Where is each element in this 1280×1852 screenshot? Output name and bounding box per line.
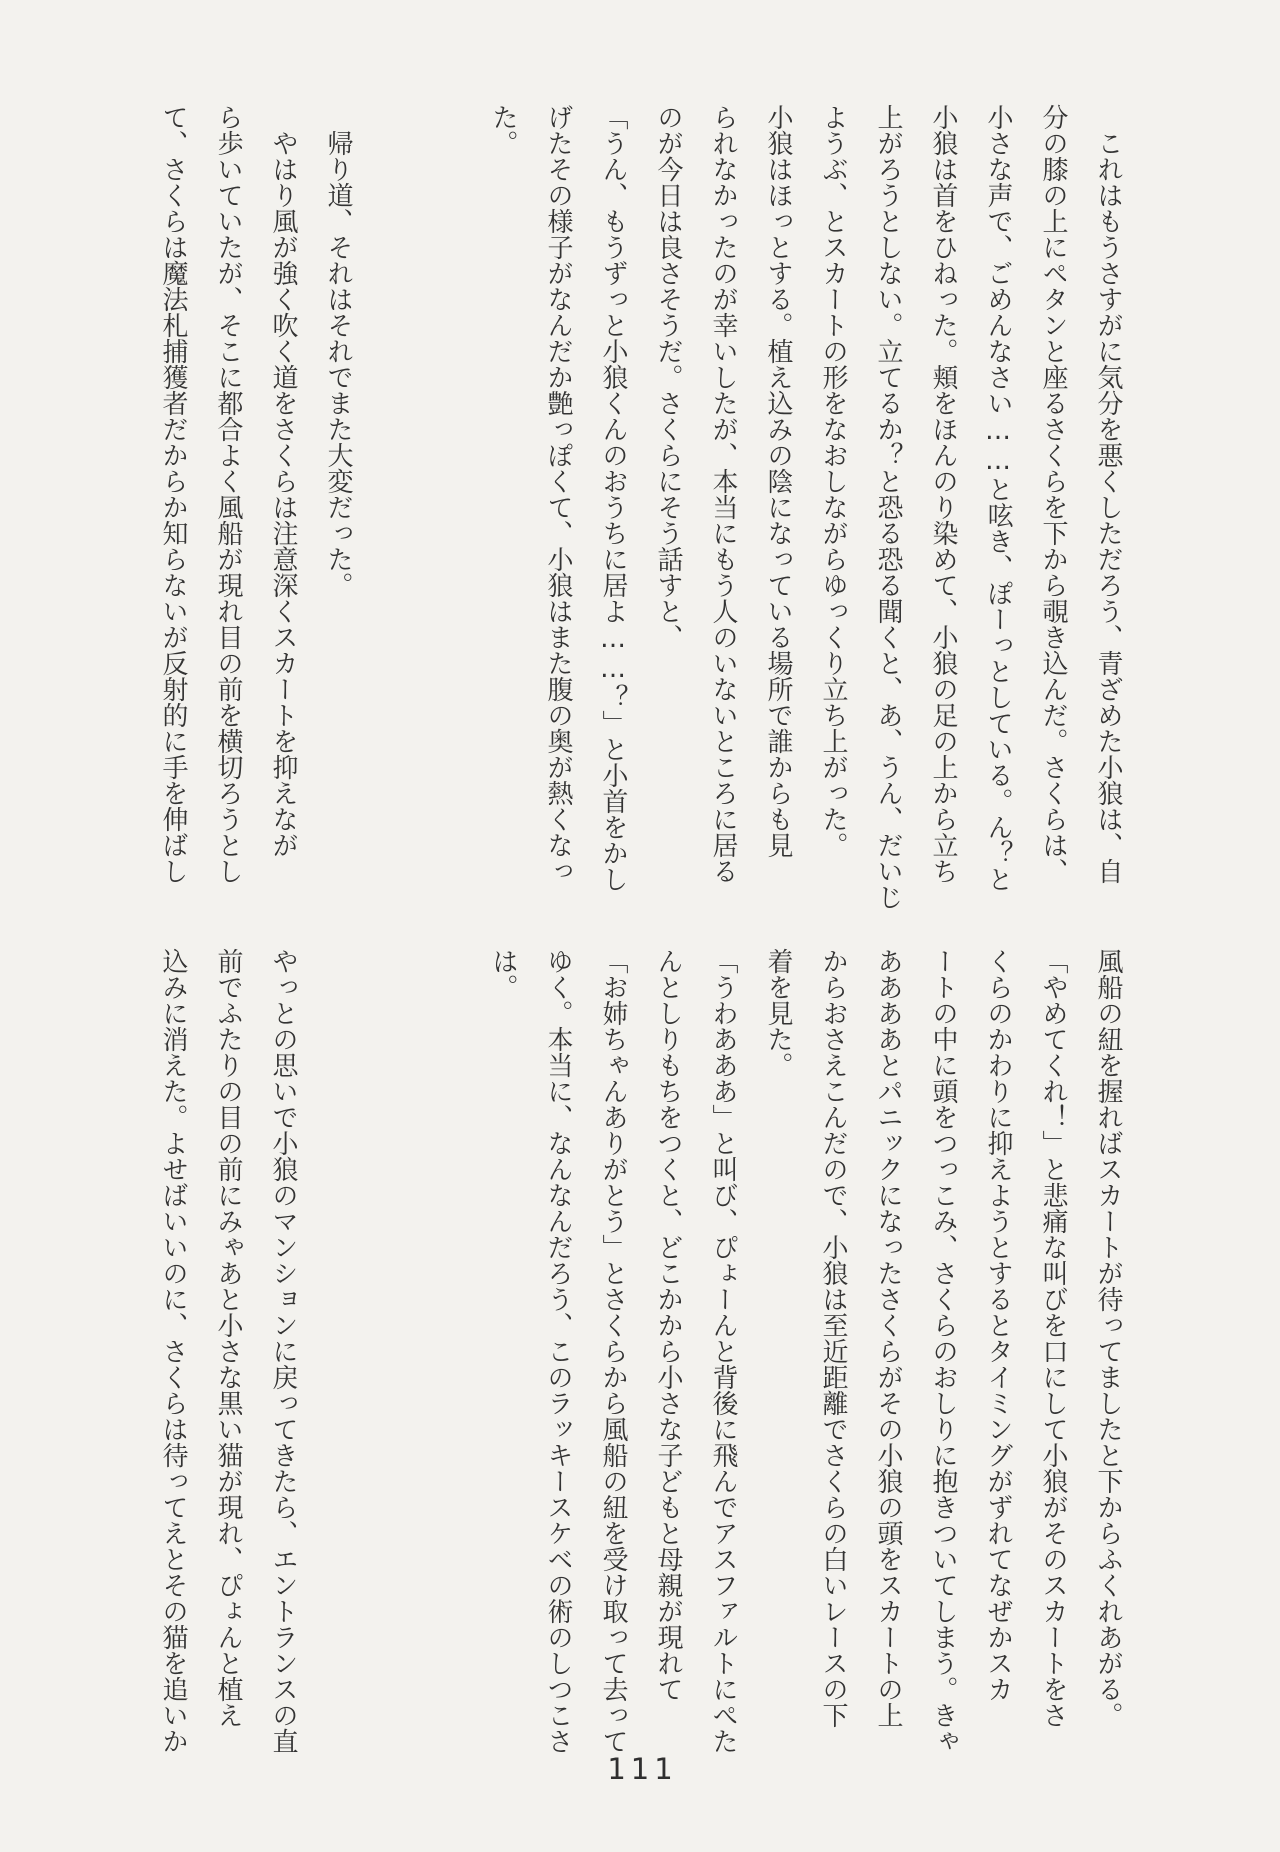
text-column: 帰り道、それはそれでまた大変だった。 [323, 104, 353, 598]
text-column: くらのかわりに抑えようとするとタイミングがずれてなぜかスカ [983, 948, 1013, 1702]
text-column: て、さくらは魔法札捕獲者だからか知らないが反射的に手を伸ばし [158, 104, 188, 884]
text-column: 小さな声で、ごめんなさい……と呟き、ぽーっとしている。ん？と [983, 104, 1013, 892]
text-column: 上がろうとしない。立てるか？と恐る恐る聞くと、あ、うん、だいじ [873, 104, 903, 910]
text-column: 風船の紐を握ればスカートが待ってましたと下からふくれあがる。 [1093, 948, 1123, 1728]
blank-column [420, 104, 475, 876]
text-column: ゆく。本当に、なんなんだろう、このラッキースケベの術のしつこさ [543, 948, 573, 1754]
text-column: られなかったのが幸いしたが、本当にもう人のいないところに居る [708, 104, 738, 884]
text-column: 小狼はほっとする。植え込みの陰になっている場所で誰からも見 [763, 104, 793, 858]
text-column: 込みに消えた。よせばいいのに、さくらは待ってえとその猫を追いか [158, 948, 188, 1754]
text-column: ああああとパニックになったさくらがその小狼の頭をスカートの上 [873, 948, 903, 1728]
text-column: た。 [488, 104, 518, 156]
page-number: 111 [607, 1752, 678, 1786]
text-column: げたその様子がなんだか艶っぽくて、小狼はまた腹の奥が熱くなっ [543, 104, 573, 884]
text-column: のが今日は良さそうだ。さくらにそう話すと、 [653, 104, 683, 650]
text-column: ようぶ、とスカートの形をなおしながらゆっくり立ち上がった。 [818, 104, 848, 858]
blank-column [365, 104, 420, 876]
text-column: やっとの思いで小狼のマンションに戻ってきたら、エントランスの直 [268, 948, 298, 1754]
blank-column [310, 948, 365, 1710]
text-column: これはもうさすがに気分を悪くしただろう、青ざめた小狼は、自 [1093, 104, 1123, 884]
text-column: ートの中に頭をつっこみ、さくらのおしりに抱きついてしまう。きゃ [928, 948, 958, 1754]
top-text-block [145, 104, 1135, 910]
text-column: 小狼は首をひねった。頬をほんのり染めて、小狼の足の上から立ち [928, 104, 958, 884]
text-column: んとしりもちをつくと、どこかから小さな子どもと母親が現れて [653, 948, 683, 1702]
text-column: 「うん、もうずっと小狼くんのおうちに居よ……？」と小首をかし [598, 104, 628, 892]
text-column: 「お姉ちゃんありがとう」とさくらから風船の紐を受け取って去って [598, 948, 628, 1754]
text-column: やはり風が強く吹く道をさくらは注意深くスカートを抑えなが [268, 104, 298, 858]
text-column: 着を見た。 [763, 948, 793, 1078]
text-column: 前でふたりの目の前にみゃあと小さな黒い猫が現れ、ぴょんと植え [213, 948, 243, 1728]
text-column: は。 [488, 948, 518, 1000]
bottom-text-block [145, 948, 1135, 1754]
text-column: 分の膝の上にペタンと座るさくらを下から覗き込んだ。さくらは、 [1038, 104, 1068, 884]
blank-column [420, 948, 475, 1710]
text-column: 「うわあああ」と叫び、ぴょーんと背後に飛んでアスファルトにぺた [708, 948, 738, 1754]
text-column: ら歩いていたが、そこに都合よく風船が現れ目の前を横切ろうとし [213, 104, 243, 884]
text-column: からおさえこんだので、小狼は至近距離でさくらの白いレースの下 [818, 948, 848, 1728]
text-column: 「やめてくれ！」と悲痛な叫びを口にして小狼がそのスカートをさ [1038, 948, 1068, 1728]
blank-column [365, 948, 420, 1710]
